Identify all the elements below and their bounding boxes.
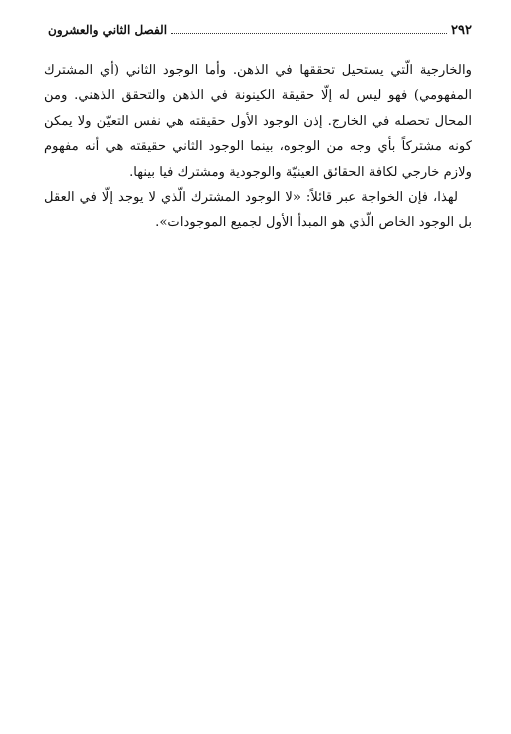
paragraph: والخارجية الّتي يستحيل تحققها في الذهن. وأما الوجود الثاني (أي المشترك المفهومي) فهو ليس له إلّا حقيقة الكينونة في الذهن والتحقق الذهني. ومن المحال تحصله في الخارج. إذن الوجود الأول حقيقته هي نفس التعيّن ولا يمكن كونه مشتركاً بأي وجه من الوجوه، بينما الوجود الثاني حقيقته هي أنه مفهوم ولازم خارجي لكافة الحقائق العينيّة والوجودية ومشترك فيا بينها. [44,63,472,180]
header-leader-dots [171,33,447,34]
running-header [48,18,472,42]
paragraph: لهذا، فإن الخواجة عبر قائلاً: «لا الوجود المشترك الّذي لا يوجد إلّا في العقل بل الوجود الخاص الّذي هو المبدأ الأول لجميع الموجودات». [44,190,472,231]
body-text [44,58,472,236]
page-number: ٢٩٢ [451,22,472,38]
chapter-title: الفصل الثاني والعشرون [48,23,168,37]
